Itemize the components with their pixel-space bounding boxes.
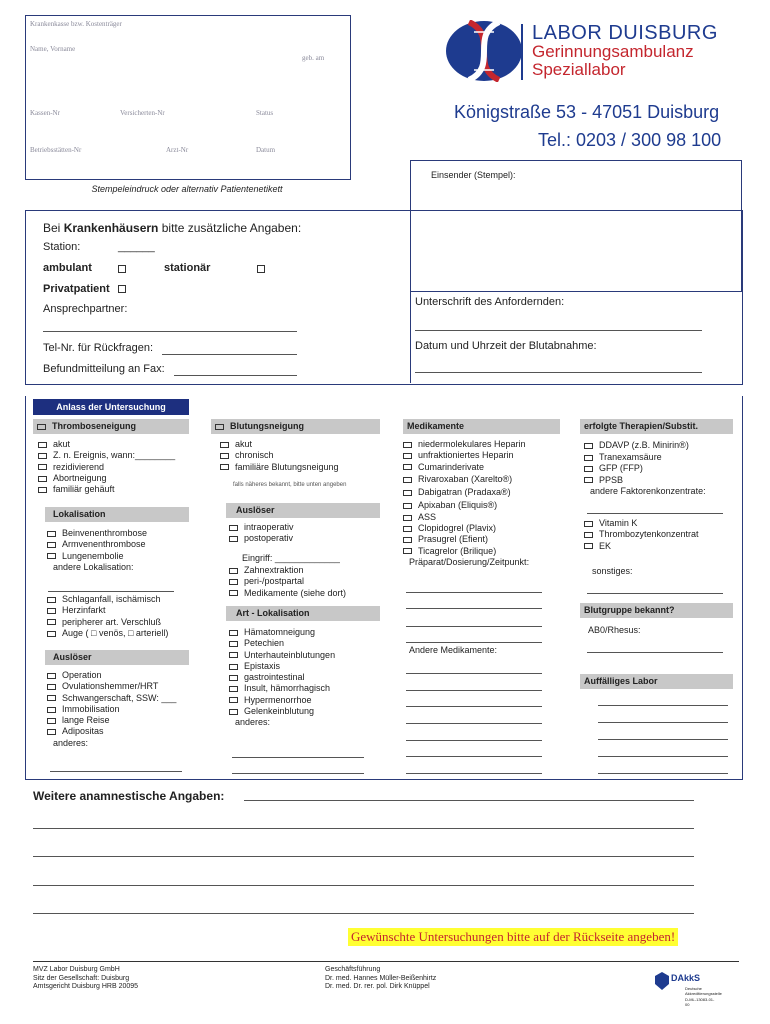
einsender-label: Einsender (Stempel): [431, 170, 516, 180]
checkbox[interactable] [229, 641, 238, 647]
list-item[interactable]: Unterhauteinblutungen [229, 650, 389, 661]
checkbox[interactable] [584, 477, 593, 483]
list-item[interactable]: postoperativ [229, 533, 389, 544]
lab-logo [444, 20, 524, 82]
labor-field-3[interactable] [598, 739, 728, 740]
checkbox[interactable] [584, 443, 593, 449]
list-item[interactable]: Clopidogrel (Plavix) [403, 523, 568, 534]
checkbox[interactable] [47, 608, 56, 614]
list-item[interactable]: gastrointestinal [229, 672, 389, 683]
medikamente-header: Medikamente [403, 419, 560, 434]
praeparat-field-2[interactable] [406, 608, 542, 609]
checkbox[interactable] [403, 537, 412, 543]
weitere-field-4[interactable] [33, 913, 694, 914]
stationaer-checkbox[interactable] [257, 265, 265, 273]
dna-helix-icon [444, 20, 524, 82]
list-item[interactable]: Lungenembolie [47, 551, 197, 562]
station-field[interactable]: ______ [118, 241, 155, 253]
fax-field[interactable] [174, 375, 297, 376]
dakks-name: DAkkS [671, 973, 701, 983]
list-item[interactable]: Petechien [229, 638, 389, 649]
checkbox[interactable] [47, 553, 56, 559]
versicherten-nr-label: Versicherten-Nr [120, 109, 165, 117]
anderes-field-col2-2[interactable] [232, 773, 364, 774]
lab-subtitle-1: Gerinnungsambulanz [532, 42, 694, 61]
ab0-label: AB0/Rhesus: [588, 625, 641, 635]
labor-field-5[interactable] [598, 773, 728, 774]
list-item[interactable]: Epistaxis [229, 661, 389, 672]
list-item[interactable]: PPSB [584, 475, 739, 486]
list-item[interactable]: lange Reise [47, 715, 197, 726]
list-item[interactable]: unfraktioniertes Heparin [403, 450, 568, 461]
ausloeser-header-col1: Auslöser [45, 650, 189, 665]
arzt-nr-label: Arzt-Nr [166, 146, 189, 154]
list-item[interactable]: Beinvenenthrombose [47, 528, 197, 539]
checkbox[interactable] [403, 548, 412, 554]
list-item[interactable]: Schwangerschaft, SSW: ___ [47, 693, 197, 704]
list-item[interactable]: familiär gehäuft [38, 484, 198, 495]
lokalisation-header: Lokalisation [45, 507, 189, 522]
logo-divider [521, 24, 523, 80]
anderes-label-col2: anderes: [235, 717, 271, 728]
checkbox[interactable] [38, 453, 47, 459]
footer-divider [33, 961, 739, 962]
list-item[interactable]: Apixaban (Eliquis®) [403, 499, 568, 512]
kassen-nr-label: Kassen-Nr [30, 109, 60, 117]
art-lokalisation-header: Art - Lokalisation [226, 606, 380, 621]
lab-subtitle-2: Speziallabor [532, 60, 626, 79]
checkbox[interactable] [229, 536, 238, 542]
list-item[interactable]: Immobilisation [47, 704, 197, 715]
datum-blutabnahme-field[interactable] [415, 372, 702, 373]
station-label: Station: [43, 241, 81, 253]
list-item[interactable]: Prasugrel (Efient) [403, 534, 568, 545]
dakks-id: D-ML-13083-01-00 [685, 997, 715, 1007]
checkbox[interactable] [38, 476, 47, 482]
labor-field-4[interactable] [598, 756, 728, 757]
andere-lokalisation-field[interactable] [48, 591, 174, 592]
list-item[interactable]: ASS [403, 512, 568, 523]
weitere-field-2[interactable] [33, 856, 694, 857]
list-item[interactable]: akut [38, 439, 198, 450]
andere-med-field-3[interactable] [406, 706, 542, 707]
blutung-note: falls näheres bekannt, bitte unten angeben [233, 482, 347, 488]
privatpatient-checkbox[interactable] [118, 285, 126, 293]
list-item[interactable]: Hypermenorrhoe [229, 695, 389, 706]
datum-blutabnahme-label: Datum und Uhrzeit der Blutabnahme: [415, 340, 597, 352]
ausloeser-list-col1 [47, 670, 197, 749]
praeparat-field-1[interactable] [406, 592, 542, 593]
checkbox[interactable] [38, 442, 47, 448]
datum-label: Datum [256, 146, 276, 154]
checkbox[interactable] [38, 487, 47, 493]
checkbox[interactable] [47, 531, 56, 537]
checkbox[interactable] [47, 718, 56, 724]
sonstiges-label: sonstiges: [592, 566, 633, 576]
list-item[interactable]: Vitamin K [584, 518, 739, 529]
footer-company: MVZ Labor Duisburg GmbH Sitz der Gesellschaft: Duisburg Amtsgericht Duisburg HRB 20095 [33, 966, 139, 990]
name-label: Name, Vorname [30, 45, 76, 53]
checkbox[interactable] [220, 453, 229, 459]
checkbox[interactable] [229, 697, 238, 703]
weitere-field-3[interactable] [33, 885, 694, 886]
telnr-label: Tel-Nr. für Rückfragen: [43, 342, 154, 354]
checkbox[interactable] [220, 464, 229, 470]
checkbox[interactable] [403, 477, 412, 483]
list-item[interactable]: Schlaganfall, ischämisch [47, 594, 197, 605]
dakks-sub-1: Deutsche [685, 986, 702, 991]
geb-label: geb. am [302, 54, 325, 62]
checkbox[interactable] [229, 675, 238, 681]
checkbox[interactable] [584, 532, 593, 538]
list-item[interactable]: Ovulationshemmer/HRT [47, 681, 197, 692]
medikamente-list [403, 439, 568, 568]
checkbox[interactable] [403, 515, 412, 521]
praeparat-field-4[interactable] [406, 642, 542, 643]
checkbox[interactable] [229, 568, 238, 574]
list-item[interactable]: intraoperativ [229, 522, 389, 533]
dakks-seal-icon [655, 972, 669, 990]
list-item[interactable]: Insult, hämorrhagisch [229, 683, 389, 694]
list-item[interactable]: Hämatomneigung [229, 627, 389, 638]
list-item[interactable]: chronisch [220, 450, 390, 461]
dakks-sub-2: Akkreditierungsstelle [685, 991, 722, 996]
list-item[interactable]: Ticagrelor (Brilique) [403, 546, 568, 557]
checkbox[interactable] [403, 442, 412, 448]
checkbox[interactable] [403, 526, 412, 532]
andere-lokalisation-label: andere Lokalisation: [53, 561, 134, 572]
list-item[interactable]: Herzinfarkt [47, 605, 197, 616]
list-item[interactable]: Armvenenthrombose [47, 539, 197, 550]
anderes-field-col2-1[interactable] [232, 757, 364, 758]
therapien-header: erfolgte Therapien/Substit. [580, 419, 733, 434]
therapien-list [584, 439, 739, 497]
checkbox[interactable] [47, 631, 56, 637]
checkbox[interactable] [229, 709, 238, 715]
telnr-field[interactable] [162, 354, 297, 355]
lab-name: LABOR DUISBURG [532, 22, 718, 44]
list-item[interactable]: DDAVP (z.B. Minirin®) [584, 439, 739, 452]
list-item[interactable]: Medikamente (siehe dort) [229, 588, 389, 599]
andere-medikamente-label: Andere Medikamente: [409, 645, 498, 655]
checkbox[interactable] [38, 464, 47, 470]
list-item[interactable]: Zahnextraktion [229, 565, 389, 576]
anlass-header: Anlass der Untersuchung [33, 399, 189, 415]
list-item[interactable]: Z. n. Ereignis, wann:________ [38, 450, 198, 461]
list-item[interactable]: niedermolekulares Heparin [403, 439, 568, 450]
list-item[interactable]: Operation [47, 670, 197, 681]
list-item[interactable]: Rivaroxaban (Xarelto®) [403, 473, 568, 486]
andere-med-field-5[interactable] [406, 740, 542, 741]
signature-box [410, 290, 742, 383]
blutgruppe-header: Blutgruppe bekannt? [580, 603, 733, 618]
list-item[interactable]: peripherer art. Verschluß [47, 617, 197, 628]
list-item[interactable]: Adipositas [47, 726, 197, 737]
checkbox[interactable] [229, 579, 238, 585]
sonstiges-field[interactable] [587, 593, 723, 594]
list-item[interactable]: Abortneigung [38, 473, 198, 484]
hospital-title: Bei Krankenhäusern bitte zusätzliche Angaben: [43, 221, 302, 235]
list-item[interactable]: GFP (FFP) [584, 463, 739, 474]
checkbox[interactable] [47, 684, 56, 690]
list-item[interactable]: Cumarinderivate [403, 462, 568, 473]
checkbox[interactable] [47, 619, 56, 625]
checkbox[interactable] [47, 729, 56, 735]
checkbox[interactable] [229, 590, 238, 596]
list-item[interactable]: Tranexamsäure [584, 452, 739, 463]
checkbox[interactable] [403, 464, 412, 470]
status-label: Status [256, 109, 274, 117]
ausloeser-list-col2b [229, 565, 389, 599]
auffaelliges-labor-header: Auffälliges Labor [580, 674, 733, 689]
ansprechpartner-field[interactable] [43, 331, 297, 332]
blutungsneigung-list [220, 439, 390, 473]
fax-label: Befundmitteilung an Fax: [43, 363, 165, 375]
dakks-logo [655, 968, 722, 1014]
andere-med-field-7[interactable] [406, 773, 542, 774]
checkbox[interactable] [403, 490, 412, 496]
weitere-field-0[interactable] [244, 800, 694, 801]
checkbox[interactable] [584, 521, 593, 527]
untersuchungen-banner: Gewünschte Untersuchungen bitte auf der Rückseite angeben! [348, 928, 678, 946]
patient-box-caption: Stempeleindruck oder alternativ Patientenetikett [91, 184, 283, 194]
andere-med-field-1[interactable] [406, 673, 542, 674]
checkbox[interactable] [47, 597, 56, 603]
lab-phone: Tel.: 0203 / 300 98 100 [538, 130, 722, 150]
labor-field-1[interactable] [598, 705, 728, 706]
praeparat-label: Präparat/Dosierung/Zeitpunkt: [409, 557, 530, 568]
list-item[interactable]: Dabigatran (Pradaxa®) [403, 486, 568, 499]
ab0-field[interactable] [587, 652, 723, 653]
lokalisation-list [47, 528, 197, 573]
list-item[interactable]: peri-/postpartal [229, 576, 389, 587]
ausloeser-list-col2 [229, 522, 389, 545]
blutungsneigung-checkbox[interactable] [215, 424, 224, 430]
thromboseneigung-header: Thromboseneigung [33, 419, 189, 434]
unterschrift-field[interactable] [415, 330, 702, 331]
checkbox[interactable] [47, 707, 56, 713]
privatpatient-label: Privatpatient [43, 283, 110, 295]
therapien-list-2 [584, 518, 739, 552]
checkbox[interactable] [229, 686, 238, 692]
checkbox[interactable] [584, 455, 593, 461]
anderes-field-col1[interactable] [50, 771, 182, 772]
weitere-field-1[interactable] [33, 828, 694, 829]
lokalisation-list-2 [47, 594, 197, 639]
checkbox[interactable] [220, 442, 229, 448]
list-item[interactable]: Auge ( □ venös, □ arteriell) [47, 628, 197, 639]
checkbox[interactable] [584, 543, 593, 549]
list-item[interactable]: familiäre Blutungsneigung [220, 462, 390, 473]
betriebsstaetten-nr-label: Betriebsstätten-Nr [30, 146, 82, 154]
list-item[interactable]: akut [220, 439, 390, 450]
andere-faktoren-label: andere Faktorenkonzentrate: [590, 485, 706, 496]
anderes-label-col1: anderes: [53, 737, 89, 748]
andere-med-field-6[interactable] [406, 756, 542, 757]
unterschrift-label: Unterschrift des Anfordernden: [415, 296, 565, 308]
checkbox[interactable] [229, 664, 238, 670]
checkbox[interactable] [403, 503, 412, 509]
thromboseneigung-checkbox[interactable] [37, 424, 46, 430]
ambulant-label: ambulant [43, 262, 92, 274]
eingriff-label[interactable]: Eingriff: _____________ [242, 553, 340, 563]
ansprechpartner-label: Ansprechpartner: [43, 303, 128, 315]
checkbox[interactable] [47, 695, 56, 701]
ausloeser-header-col2: Auslöser [226, 503, 380, 518]
stationaer-label: stationär [164, 262, 211, 274]
blutungsneigung-header: Blutungsneigung [211, 419, 380, 434]
checkbox[interactable] [47, 542, 56, 548]
list-item[interactable]: Gelenkeinblutung [229, 706, 389, 717]
ambulant-checkbox[interactable] [118, 265, 126, 273]
checkbox[interactable] [47, 673, 56, 679]
list-item[interactable]: EK [584, 541, 739, 552]
list-item[interactable]: Thrombozytenkonzentrat [584, 529, 739, 540]
lab-address: Königstraße 53 - 47051 Duisburg [454, 102, 720, 122]
labor-field-2[interactable] [598, 722, 728, 723]
art-lokalisation-list [229, 627, 389, 729]
checkbox[interactable] [403, 453, 412, 459]
andere-med-field-4[interactable] [406, 723, 542, 724]
praeparat-field-3[interactable] [406, 626, 542, 627]
patient-box [25, 15, 351, 180]
andere-med-field-2[interactable] [406, 690, 542, 691]
list-item[interactable]: rezidivierend [38, 462, 198, 473]
thromboseneigung-list [38, 439, 198, 495]
kostentraeger-label: Krankenkasse bzw. Kostenträger [30, 20, 122, 28]
checkbox[interactable] [229, 652, 238, 658]
checkbox[interactable] [229, 525, 238, 531]
checkbox[interactable] [584, 466, 593, 472]
footer-management: Geschäftsführung Dr. med. Hannes Müller-Beißenhirtz Dr. med. Dr. rer. pol. Dirk Knüppel [325, 966, 437, 990]
weitere-label: Weitere anamnestische Angaben: [33, 789, 225, 803]
checkbox[interactable] [229, 630, 238, 636]
andere-faktoren-field[interactable] [587, 513, 723, 514]
